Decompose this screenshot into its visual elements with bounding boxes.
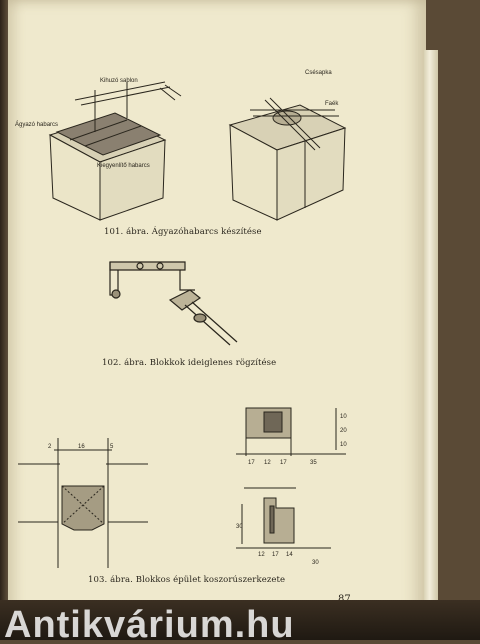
dim-right-20: 20 [340,428,347,434]
dim-right-12: 12 [264,460,271,466]
label-csesapka: Csésapka [305,70,332,76]
dim-right-12b: 12 [258,552,265,558]
dim-right-17c: 17 [272,552,279,558]
figure-103-left-drawing [18,438,148,568]
figure-103-right-drawing [236,388,366,578]
dim-right-17a: 17 [248,460,255,466]
dim-left-5: 5 [110,444,114,450]
dim-left-16: 16 [78,444,85,450]
figure-101-drawing [15,60,375,230]
dim-right-17b: 17 [280,460,287,466]
dim-right-14: 14 [286,552,293,558]
label-kiegyenlito: Kiegyenlítő habarcs [97,163,150,169]
label-bedding-mortar: Ágyazó habarcs [15,122,59,128]
block-with-cap [230,98,345,220]
dim-left-2: 2 [48,444,52,450]
caption-figure-102: 102. ábra. Blokkok ideiglenes rögzítése [102,358,277,368]
caption-figure-103: 103. ábra. Blokkos épület koszorúszerkezete [88,575,286,585]
dim-right-35: 35 [310,460,317,466]
dim-right-30b: 30 [312,560,319,566]
label-fabak: Faék [325,101,339,107]
watermark-text: Antikvárium.hu [4,604,295,644]
block-with-mortar [50,82,181,220]
caption-figure-101: 101. ábra. Ágyazóhabarcs készítése [104,227,262,237]
dim-right-10a: 10 [340,414,347,420]
dim-right-30a: 30 [236,524,243,530]
dim-right-10b: 10 [340,442,347,448]
label-kihuzo-sablon: Kihuzó sablon [100,78,138,84]
figure-102-drawing [100,250,240,350]
page-edge [424,50,438,640]
